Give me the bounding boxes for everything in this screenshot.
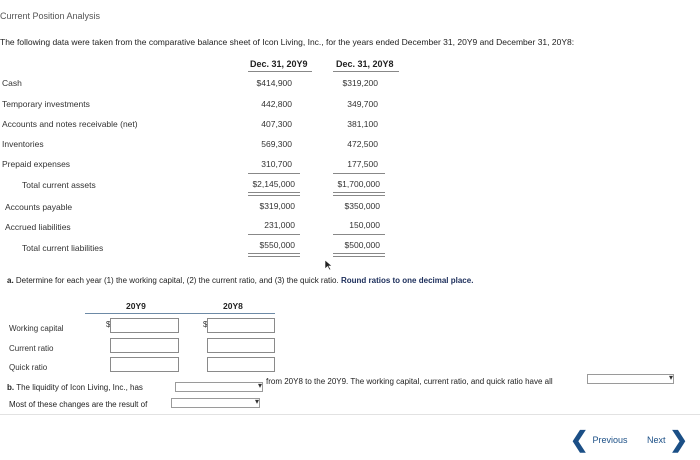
liquidity-change-dropdown[interactable] (175, 382, 263, 392)
intro-text: The following data were taken from the comparative balance sheet of Icon Living, Inc., for the years ended December 31, 20Y9 and December 31, 20Y8: (0, 37, 575, 47)
row-label-total-current-assets: Total current assets (22, 180, 96, 190)
row-value-20y8: 150,000 (349, 220, 380, 230)
row-value-20y8: 381,100 (347, 119, 378, 129)
next-button[interactable] (647, 429, 688, 451)
row-value-20y8: 472,500 (347, 139, 378, 149)
question-b-text3: Most of these changes are the result of (9, 400, 148, 409)
row-label-total-current-liabilities: Total current liabilities (22, 243, 104, 253)
total-double-line-20y8 (333, 253, 385, 257)
question-a-bold: Round ratios to one decimal place. (340, 276, 474, 285)
col-header-20y8: Dec. 31, 20Y8 (336, 59, 394, 69)
row-value-20y8: 349,700 (347, 99, 378, 109)
answer-header-rule (85, 313, 275, 314)
working-capital-20y9-input[interactable] (110, 318, 179, 333)
quick-ratio-20y9-input[interactable] (110, 357, 179, 372)
dollar-sign: $ (203, 320, 208, 329)
current-ratio-20y8-input[interactable] (207, 338, 275, 353)
header-underline-20y8 (333, 71, 399, 72)
mouse-cursor-icon (324, 259, 333, 271)
row-label-prepaid-expenses: Prepaid expenses (2, 159, 71, 169)
dollar-sign: $ (106, 320, 111, 329)
next-label: Next (647, 435, 666, 445)
row-label-cash: Cash (2, 78, 22, 88)
row-value-20y9: $414,900 (256, 78, 292, 88)
header-underline-20y9 (248, 71, 312, 72)
page-title: Current Position Analysis (0, 11, 101, 21)
answer-row-current-ratio: Current ratio (9, 344, 54, 353)
total-double-line-20y8 (333, 192, 385, 196)
row-label-temporary-investments: Temporary investments (2, 99, 90, 109)
row-value-20y8: $500,000 (344, 240, 380, 250)
row-value-20y8: $319,200 (342, 78, 378, 88)
answer-row-quick-ratio: Quick ratio (9, 363, 48, 372)
subtotal-line-20y8 (333, 234, 385, 235)
current-ratio-20y9-input[interactable] (110, 338, 179, 353)
answer-col-header-20y8: 20Y8 (223, 301, 243, 311)
row-value-20y9: $550,000 (259, 240, 295, 250)
ratios-direction-dropdown[interactable] (587, 374, 674, 384)
row-value-20y8: $350,000 (344, 201, 380, 211)
row-value-20y9: 310,700 (261, 159, 292, 169)
row-value-20y8: 177,500 (347, 159, 378, 169)
question-a-lead: a. (7, 276, 14, 285)
dropdown-caret-icon: ▾ (255, 397, 260, 406)
question-a-text (7, 276, 473, 285)
question-b-lead: b. (7, 383, 15, 392)
previous-label: Previous (592, 435, 628, 445)
col-header-20y9: Dec. 31, 20Y9 (250, 59, 308, 69)
row-label-accrued-liabilities: Accrued liabilities (5, 222, 71, 232)
row-value-20y9: $2,145,000 (252, 179, 295, 189)
footer-divider (0, 414, 700, 415)
row-value-20y9: 569,300 (261, 139, 292, 149)
previous-button[interactable] (570, 429, 627, 451)
question-b-text1: The liquidity of Icon Living, Inc., has (16, 383, 143, 392)
dropdown-caret-icon: ▾ (258, 381, 263, 390)
total-double-line-20y9 (248, 253, 300, 257)
subtotal-line-20y9 (248, 173, 300, 174)
changes-cause-dropdown[interactable] (171, 398, 260, 408)
quick-ratio-20y8-input[interactable] (207, 357, 275, 372)
chevron-left-icon: ❮ (570, 427, 589, 452)
row-label-accounts-payable: Accounts payable (5, 202, 73, 212)
question-b-text2: from 20Y8 to the 20Y9. The working capital, current ratio, and quick ratio have all (266, 377, 553, 386)
total-double-line-20y9 (248, 192, 300, 196)
question-b-line1 (7, 383, 143, 392)
row-label-inventories: Inventories (2, 139, 44, 149)
answer-col-header-20y9: 20Y9 (126, 301, 146, 311)
subtotal-line-20y8 (333, 173, 385, 174)
row-value-20y9: 407,300 (261, 119, 292, 129)
row-value-20y9: 442,800 (261, 99, 292, 109)
answer-row-working-capital: Working capital (9, 324, 64, 333)
working-capital-20y8-input[interactable] (207, 318, 275, 333)
chevron-right-icon: ❯ (669, 427, 688, 452)
row-value-20y9: 231,000 (264, 220, 295, 230)
subtotal-line-20y9 (248, 234, 300, 235)
question-a-body: Determine for each year (1) the working capital, (2) the current ratio, and (3) the quick ratio. (15, 276, 339, 285)
dropdown-caret-icon: ▾ (669, 373, 674, 382)
row-value-20y9: $319,000 (259, 201, 295, 211)
row-label-receivables: Accounts and notes receivable (net) (2, 119, 138, 129)
row-value-20y8: $1,700,000 (337, 179, 380, 189)
